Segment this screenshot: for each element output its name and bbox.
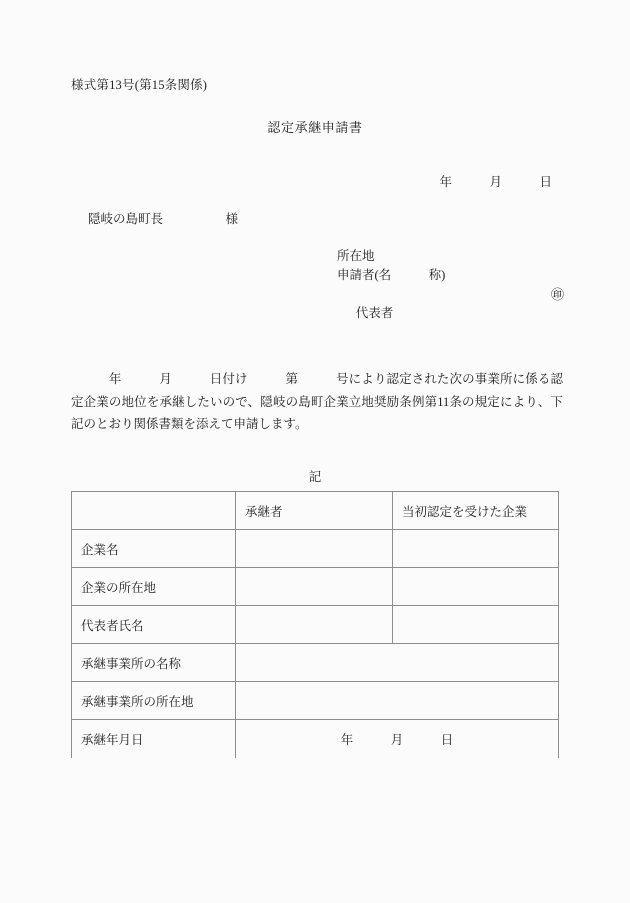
cell-successor-company-name[interactable] xyxy=(236,530,393,568)
addressee-line: 隠岐の島町長 様 xyxy=(88,212,239,226)
body-paragraph xyxy=(71,368,563,436)
table-header-blank xyxy=(72,492,236,530)
table-row xyxy=(72,606,559,644)
row-label-succession-date: 承継年月日 xyxy=(72,720,236,758)
succession-table xyxy=(71,491,559,758)
cell-original-company-location[interactable] xyxy=(393,568,559,606)
kiroku-marker: 記 xyxy=(308,470,322,484)
form-number: 様式第13号(第15条関係) xyxy=(71,78,208,92)
body-paragraph-text: 年 月 日付け 第 号により認定された次の事業所に係る認定企業の地位を承継したいので、隠岐の島町企業立地奨励条例第11条の規定により、下記のとおり関係書類を添えて申請します。 xyxy=(71,372,563,431)
row-label-company-name: 企業名 xyxy=(72,530,236,568)
table-header-successor: 承継者 xyxy=(236,492,393,530)
applicant-block xyxy=(337,247,564,361)
table-header-row xyxy=(72,492,559,530)
table-header-original: 当初認定を受けた企業 xyxy=(393,492,559,530)
document-title: 認定承継申請書 xyxy=(267,120,363,135)
applicant-location-label: 所在地 xyxy=(337,249,375,263)
table-row xyxy=(72,568,559,606)
table-row xyxy=(72,644,559,682)
applicant-representative-label: 代表者 xyxy=(355,306,394,320)
cell-successor-representative-name[interactable] xyxy=(236,606,393,644)
cell-office-name[interactable] xyxy=(236,644,559,682)
applicant-name-label: 申請者(名 称) xyxy=(337,268,446,282)
seal-icon: ㊞ xyxy=(550,287,564,302)
applicant-representative-row xyxy=(337,285,564,361)
cell-office-location[interactable] xyxy=(236,682,559,720)
cell-original-representative-name[interactable] xyxy=(393,606,559,644)
table-row xyxy=(72,530,559,568)
cell-succession-date[interactable]: 年 月 日 xyxy=(236,720,559,758)
table-row xyxy=(72,720,559,758)
cell-original-company-name[interactable] xyxy=(393,530,559,568)
table-row xyxy=(72,682,559,720)
row-label-office-name: 承継事業所の名称 xyxy=(72,644,236,682)
row-label-office-location: 承継事業所の所在地 xyxy=(72,682,236,720)
row-label-representative-name: 代表者氏名 xyxy=(72,606,236,644)
cell-successor-company-location[interactable] xyxy=(236,568,393,606)
row-label-company-location: 企業の所在地 xyxy=(72,568,236,606)
date-line: 年 月 日 xyxy=(439,175,552,189)
